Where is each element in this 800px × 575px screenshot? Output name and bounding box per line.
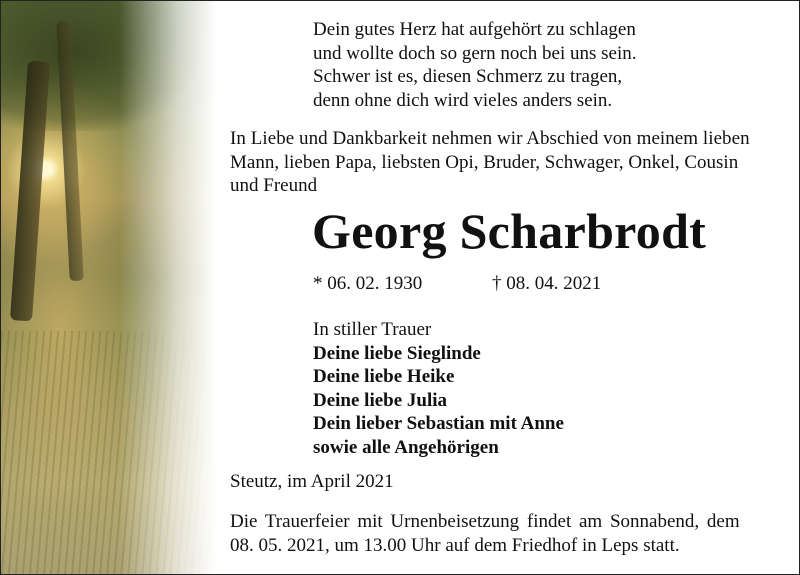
farewell-text xyxy=(230,127,782,198)
mourner-name: Deine liebe Heike xyxy=(313,366,455,387)
farewell-line: In Liebe und Dankbarkeit nehmen wir Abschied von meinem lieben xyxy=(230,128,750,149)
farewell-line: und Freund xyxy=(230,175,318,196)
poem-line: und wollte doch so gern noch bei uns sein. xyxy=(313,42,637,64)
photo-fade-overlay xyxy=(1,1,216,575)
poem-line: denn ohne dich wird vieles anders sein. xyxy=(313,89,613,111)
mourner-name: sowie alle Angehörigen xyxy=(313,436,499,458)
farewell-line: Mann, lieben Papa, liebsten Opi, Bruder, Schwager, Onkel, Cousin xyxy=(230,151,739,173)
mourners-block xyxy=(313,318,564,459)
sunlit-forest-photo xyxy=(1,1,216,575)
mourner-name: Deine liebe Julia xyxy=(313,389,448,411)
mourning-heading: In stiller Trauer xyxy=(313,319,432,340)
birth-date: * 06. 02. 1930 xyxy=(313,273,423,294)
death-date: † 08. 04. 2021 xyxy=(492,273,602,294)
poem-line: Dein gutes Herz hat aufgehört zu schlagen xyxy=(313,19,636,40)
poem-line: Schwer ist es, diesen Schmerz zu tragen, xyxy=(313,66,623,87)
deceased-name: Georg Scharbrodt xyxy=(312,203,707,259)
place-and-date: Steutz, im April 2021 xyxy=(230,471,394,492)
funeral-service-info xyxy=(230,510,782,557)
mourner-name: Deine liebe Sieglinde xyxy=(313,342,481,364)
poem-verse xyxy=(313,18,636,112)
mourner-name: Dein lieber Sebastian mit Anne xyxy=(313,413,564,434)
service-line: Die Trauerfeier mit Urnenbeisetzung findet am Sonnabend, dem xyxy=(230,511,740,532)
service-line: 08. 05. 2021, um 13.00 Uhr auf dem Friedhof in Leps statt. xyxy=(230,534,680,556)
